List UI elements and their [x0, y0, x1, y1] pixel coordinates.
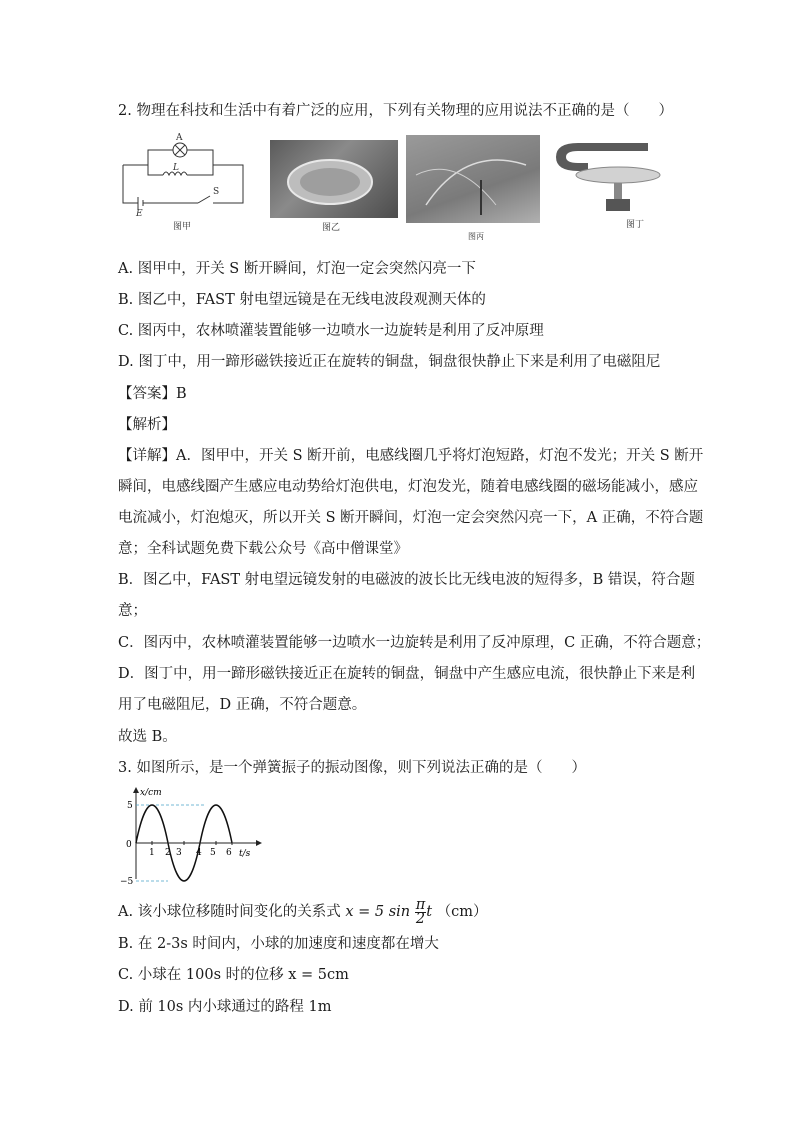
- fraction-numerator: π: [415, 896, 426, 913]
- x-tick-label: 6: [226, 848, 232, 858]
- y-axis-label: x/cm: [140, 788, 162, 798]
- y-tick-label: −5: [120, 877, 134, 885]
- fraction-denominator: 2: [415, 910, 426, 927]
- label-a: A: [176, 133, 183, 143]
- caption-jia: 图甲: [173, 222, 192, 232]
- figure-bing: [406, 135, 540, 245]
- fast-telescope-image: [270, 140, 398, 218]
- origin-label: 0: [126, 840, 132, 850]
- q3-option-a-formula: x = 5 sin: [345, 904, 411, 920]
- caption-bing: 图丙: [468, 232, 484, 241]
- q2-detail-line: 用了电磁阻尼，D 正确，不符合题意。: [118, 697, 367, 713]
- circuit-diagram: [118, 135, 248, 215]
- q2-option-a: A. 图甲中，开关 S 断开瞬间，灯泡一定会突然闪亮一下: [118, 261, 476, 277]
- q3-option-a-t: t: [426, 904, 433, 920]
- q3-option-c: C. 小球在 100s 时的位移 x = 5cm: [118, 967, 349, 983]
- figure-yi: [270, 140, 398, 232]
- caption-yi: 图乙: [322, 223, 341, 233]
- q3-option-d: D. 前 10s 内小球通过的路程 1m: [118, 999, 332, 1015]
- q2-detail-line: B．图乙中，FAST 射电望远镜发射的电磁波的波长比无线电波的短得多，B 错误，符合题: [118, 572, 695, 588]
- x-axis-label: t/s: [239, 849, 251, 859]
- q2-option-b: B. 图乙中，FAST 射电望远镜是在无线电波段观测天体的: [118, 292, 486, 308]
- q3-option-a-unit: （cm）: [436, 904, 488, 920]
- q2-figures: [118, 135, 678, 245]
- caption-ding: 图丁: [626, 220, 645, 230]
- x-tick-label: 3: [176, 848, 182, 858]
- label-l: L: [173, 163, 179, 173]
- fraction-pi-over-2: [415, 896, 427, 927]
- q2-answer: 【答案】B: [118, 386, 187, 402]
- figure-jia-circuit: [118, 133, 248, 232]
- q2-detail-line: 【详解】A．图甲中，开关 S 断开前，电感线圈几乎将灯泡短路，灯泡不发光；开关 S 断开: [118, 448, 704, 464]
- q3-option-a: [118, 898, 488, 926]
- x-tick-label: 5: [210, 848, 216, 858]
- q3-option-b: B. 在 2-3s 时间内，小球的加速度和速度都在增大: [118, 936, 439, 952]
- x-tick-label: 1: [149, 848, 155, 858]
- q3-oscillation-graph: [118, 785, 268, 889]
- q2-option-d: D. 图丁中，用一蹄形磁铁接近正在旋转的铜盘，铜盘很快静止下来是利用了电磁阻尼: [118, 354, 661, 370]
- q2-detail-line: 电流减小，灯泡熄灭，所以开关 S 断开瞬间，灯泡一定会突然闪亮一下，A 正确，不符合题: [118, 510, 704, 526]
- q2-detail-line: 瞬间，电感线圈产生感应电动势给灯泡供电，灯泡发光，随着电感线圈的磁场能减小，感应: [118, 479, 698, 495]
- q2-detail-line: C．图丙中，农林喷灌装置能够一边喷水一边旋转是利用了反冲原理，C 正确，不符合题意；: [118, 635, 711, 651]
- q2-stem: 2. 物理在科技和生活中有着广泛的应用，下列有关物理的应用说法不正确的是（ ）: [118, 103, 673, 119]
- q2-detail-line: 意；全科试题免费下载公众号《高中僧课堂》: [118, 541, 408, 557]
- q2-detail-line: D．图丁中，用一蹄形磁铁接近正在旋转的铜盘，铜盘中产生感应电流，很快静止下来是利: [118, 666, 696, 682]
- q2-option-c: C. 图丙中，农林喷灌装置能够一边喷水一边旋转是利用了反冲原理: [118, 323, 544, 339]
- x-tick-label: 4: [196, 848, 202, 858]
- label-s: S: [213, 187, 220, 197]
- x-tick-label: 2: [165, 848, 171, 858]
- q3-option-a-prefix: A. 该小球位移随时间变化的关系式: [118, 904, 341, 920]
- sprinkler-image: [406, 135, 540, 223]
- label-e: E: [136, 209, 143, 219]
- q2-detail-line: 故选 B。: [118, 729, 177, 745]
- y-tick-label: 5: [127, 801, 133, 811]
- figure-ding: [548, 135, 678, 230]
- magnet-disc-image: [548, 135, 678, 215]
- q3-stem: 3. 如图所示，是一个弹簧振子的振动图像，则下列说法正确的是（ ）: [118, 760, 586, 776]
- q2-detail-line: 意；: [118, 603, 147, 619]
- q2-analysis-title: 【解析】: [118, 417, 176, 433]
